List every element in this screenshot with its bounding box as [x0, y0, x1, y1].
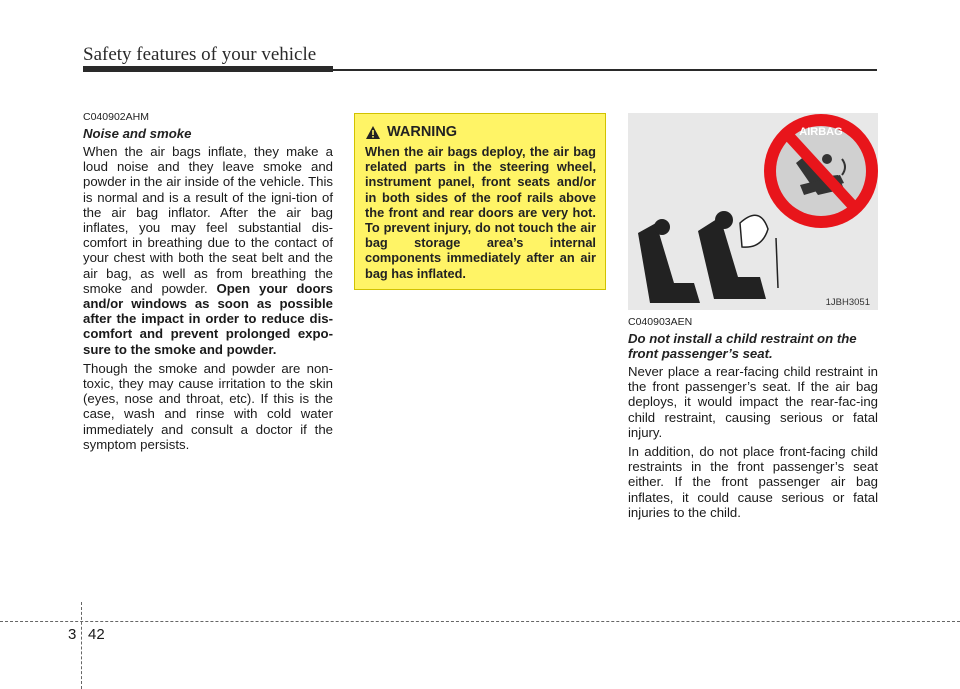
body-text: When the air bags inflate, they make a loud noise and they leave smoke and powder in the air inside of the vehicle. This is normal and is a result of the igni-tion of the air bag inflator. After the air bag inflates, you may feel substantial dis-comfort in breathing due to the contact of your chest with both the seat belt and the air bag, as well as from breathing the smoke and powder. — [83, 144, 333, 296]
page-header-title: Safety features of your vehicle — [83, 44, 317, 65]
body-paragraph: Though the smoke and powder are non-toxic, they may cause irritation to the skin (eyes, nose and throat, etc). If this is the case, wash and rinse with cold water immediately and consult a doctor if the symptom persists. — [83, 360, 333, 452]
section-body — [83, 144, 333, 456]
section-title: Noise and smoke — [83, 126, 192, 141]
warning-body: When the air bags deploy, the air bag related parts in the steering wheel, instrument panel, front seats and/or in both sides of the roof rails above the front and rear doors are very hot. To prevent injury, do not touch the air bag storage area’s internal components immediately after an air bag has inflated. — [365, 144, 596, 281]
airbag-illustration — [628, 113, 878, 310]
section-title: Do not install a child restraint on the front passenger’s seat. — [628, 331, 857, 361]
footer-divider — [81, 602, 82, 689]
section-body — [628, 364, 878, 524]
airbag-badge-text: AIRBAG — [799, 126, 843, 138]
chapter-number: 3 — [68, 626, 77, 643]
body-text-bold: Open your doors and/or windows as soon as possible after the impact in order to reduce dis-comfort and prevent prolonged expo-sure to the smoke and powder. — [83, 280, 333, 357]
warning-title: WARNING — [387, 124, 458, 140]
section-code: C040902AHM — [83, 111, 149, 123]
body-paragraph — [83, 144, 333, 357]
footer-rule — [0, 621, 960, 622]
warning-header — [365, 124, 596, 140]
page-number: 42 — [88, 626, 105, 643]
header-rule — [83, 69, 877, 71]
figure-code: 1JBH3051 — [825, 297, 870, 308]
child-seat-prohibited-icon — [628, 113, 878, 310]
warning-box — [354, 113, 606, 290]
body-paragraph: In addition, do not place front-facing child restraints in the front passenger’s seat either. If the front passenger air bag inflates, it could cause serious or fatal injuries to the child. — [628, 444, 878, 520]
warning-triangle-icon — [365, 125, 381, 140]
section-code: C040903AEN — [628, 316, 693, 328]
body-paragraph: Never place a rear-facing child restraint in the front passenger’s seat. If the air bag deploys, it would impact the rear-fac-ing child restraint, causing serious or fatal injury. — [628, 364, 878, 440]
